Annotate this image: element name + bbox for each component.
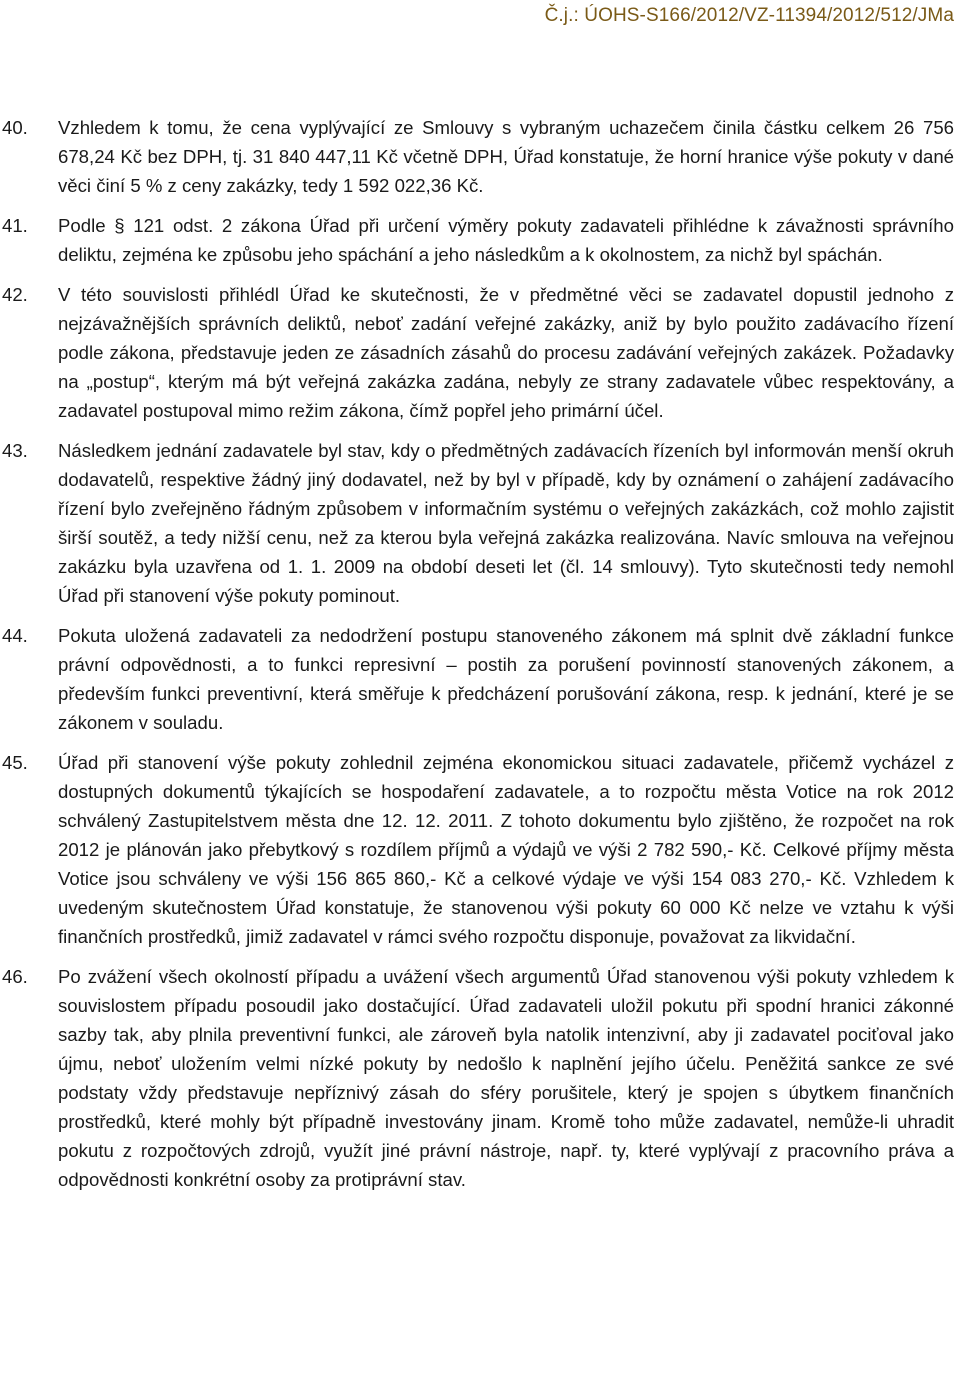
paragraph-text: Následkem jednání zadavatele byl stav, kdy o předmětných zadávacích řízeních byl informován menší okruh dodavatelů, respektive žádný jiný dodavatel, než by byl v případě, kdy by oznámení o zahájení zadávacího řízení bylo zveřejněno řádným způsobem v informačním systému o veřejných zakázkách, což mohlo zajistit širší soutěž, a tedy nižší cenu, než za kterou byla veřejná zakázka realizována. Navíc smlouva na veřejnou zakázku byla uzavřena od 1. 1. 2009 na období deseti let (čl. 14 smlouvy). Tyto skutečnosti tedy nemohl Úřad při stanovení výše pokuty pominout. (58, 440, 954, 606)
paragraph-40 (0, 113, 960, 200)
paragraph-number: 44. (2, 625, 28, 646)
paragraph-number: 42. (2, 284, 28, 305)
paragraph-text: Pokuta uložená zadavateli za nedodržení postupu stanoveného zákonem má splnit dvě základní funkce právní odpovědnosti, a to funkci represivní – postih za porušení povinností stanovených zákonem, a především funkci preventivní, která směřuje k předcházení porušování zákona, resp. k jednání, které je se zákonem v souladu. (58, 625, 954, 733)
paragraph-number: 43. (2, 440, 28, 461)
paragraph-text: Úřad při stanovení výše pokuty zohlednil zejména ekonomickou situaci zadavatele, přičemž vycházel z dostupných dokumentů týkajících se hospodaření zadavatele, a to rozpočtu města Votice na rok 2012 schválený Zastupitelstvem města dne 12. 12. 2011. Z tohoto dokumentu bylo zjištěno, že rozpočet na rok 2012 je plánován jako přebytkový s rozdílem příjmů a výdajů ve výši 2 782 590,- Kč. Celkové příjmy města Votice jsou schváleny ve výši 156 865 860,- Kč a celkové výdaje ve výši 154 083 270,- Kč. Vzhledem k uvedeným skutečnostem Úřad konstatuje, že stanovenou výši pokuty 60 000 Kč nelze ve vztahu k výši finančních prostředků, jimiž zadavatel v rámci svého rozpočtu disponuje, považovat za likvidační. (58, 752, 954, 947)
paragraph-46 (0, 962, 960, 1194)
paragraph-number: 40. (2, 117, 28, 138)
paragraph-41 (0, 211, 960, 269)
paragraph-43 (0, 436, 960, 610)
paragraph-number: 46. (2, 966, 28, 987)
paragraph-42 (0, 280, 960, 425)
paragraph-number: 41. (2, 215, 28, 236)
document-reference-number: Č.j.: ÚOHS-S166/2012/VZ-11394/2012/512/JMa (544, 5, 954, 26)
paragraph-number: 45. (2, 752, 28, 773)
paragraph-45 (0, 748, 960, 951)
paragraph-text: Podle § 121 odst. 2 zákona Úřad při určení výměry pokuty zadavateli přihlédne k závažnosti správního deliktu, zejména ke způsobu jeho spáchání a jeho následkům a k okolnostem, za nichž byl spáchán. (58, 215, 954, 265)
paragraph-text: V této souvislosti přihlédl Úřad ke skutečnosti, že v předmětné věci se zadavatel dopustil jednoho z nejzávažnějších správních deliktů, neboť zadání veřejné zakázky, aniž by bylo použito zadávacího řízení podle zákona, představuje jeden ze zásadních zásahů do procesu zadávání veřejných zakázek. Požadavky na „postup“, kterým má být veřejná zakázka zadána, nebyly ze strany zadavatele vůbec respektovány, a zadavatel postupoval mimo režim zákona, čímž popřel jeho primární účel. (58, 284, 954, 421)
paragraph-text: Po zvážení všech okolností případu a uvážení všech argumentů Úřad stanovenou výši pokuty vzhledem k souvislostem případu posoudil jako dostačující. Úřad zadavateli uložil pokutu při spodní hranici zákonné sazby tak, aby plnila preventivní funkci, ale zároveň byla natolik intenzivní, aby ji zadavatel pociťoval jako újmu, neboť uložením velmi nízké pokuty by nedošlo k naplnění jejího účelu. Peněžitá sankce ze své podstaty vždy představuje nepříznivý zásah do sféry porušitele, který je spojen s úbytkem finančních prostředků, které mohly být případně investovány jinam. Kromě toho může zadavatel, nemůže-li uhradit pokutu z rozpočtových zdrojů, využít jiné právní nástroje, např. ty, které vyplývají z pracovního práva a odpovědnosti konkrétní osoby za protiprávní stav. (58, 966, 954, 1190)
paragraph-text: Vzhledem k tomu, že cena vyplývající ze Smlouvy s vybraným uchazečem činila částku celkem 26 756 678,24 Kč bez DPH, tj. 31 840 447,11 Kč včetně DPH, Úřad konstatuje, že horní hranice výše pokuty v dané věci činí 5 % z ceny zakázky, tedy 1 592 022,36 Kč. (58, 117, 954, 196)
paragraph-44 (0, 621, 960, 737)
document-body (0, 113, 960, 1205)
